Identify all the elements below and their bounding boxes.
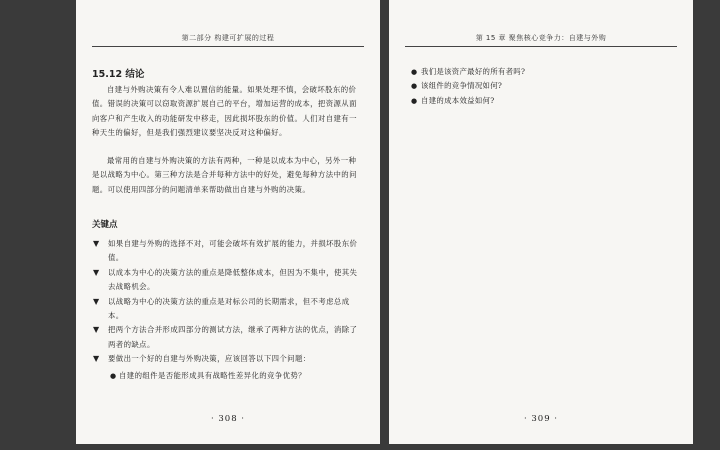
key-points-title: 关键点 [92,220,118,230]
triangle-down-icon: ▼ [93,267,100,277]
key-point-text: 以战略为中心的决策方法的重点是对标公司的长期需求，但不考虑总成本。 [108,296,350,321]
key-point-text: 把两个方法合并形成四部分的测试方法，继承了两种方法的优点，消除了两者的缺点。 [108,325,358,349]
key-point-text: 要做出一个好的自建与外购决策，应该回答以下四个问题： [108,354,311,364]
list-item [411,94,671,108]
list-item [411,65,671,79]
list-item [92,266,364,295]
running-header: 第 15 章 聚焦核心竞争力：自建与外购 [475,34,607,42]
sub-points-list [108,369,364,383]
bullet-icon: ● [411,96,418,105]
key-point-text: 如果自建与外购的选择不对，可能会破坏有效扩展的能力，并损坏股东价值。 [108,239,358,263]
bullet-text: 我们是该资产最好的所有者吗? [421,67,526,76]
left-page [76,0,380,444]
bullet-list [411,65,671,108]
list-item [92,295,364,324]
paragraph-1: 自建与外购决策有令人难以置信的能量。如果处理不慎，会破坏股东的价值。错误的决策可以窃取资源扩展自己的平台，增加运营的成本，把资源从面向客户和产生收入的功能研发中移走，因此损坏股东的价值。人们对自建有一种天生的偏好，但是我们强烈建议要坚决反对这种偏好。 [92,85,357,138]
list-item [92,352,364,383]
section-title: 15.12 结论 [92,69,145,80]
header-rule [92,46,364,47]
paragraph-2: 最常用的自建与外购决策的方法有两种，一种是以成本为中心，另外一种是以战略为中心。第三种方法是合并每种方法中的好处，避免每种方法中的问题。可以使用四部分的问题清单来帮助做出自建与外购的决策。 [92,156,357,194]
list-item [411,79,671,93]
triangle-down-icon: ▼ [93,296,100,306]
bullet-text: 自建的成本效益如何? [421,95,495,105]
key-point-text: 以成本为中心的决策方法的重点是降低整体成本，但因为不集中，使其失去战略机会。 [108,267,358,292]
right-page [389,0,693,444]
running-header: 第二部分 构建可扩展的过程 [181,34,275,42]
triangle-down-icon: ▼ [93,325,100,335]
bullet-icon: ● [110,371,117,380]
page-number: · 308 · [210,414,246,424]
triangle-down-icon: ▼ [93,354,100,364]
bullet-icon: ● [411,82,418,91]
key-points-list [92,237,364,383]
bullet-icon: ● [411,68,418,76]
bullet-text: 该组件的竞争情况如何? [421,81,503,91]
header-rule [405,46,677,47]
list-item [108,369,364,383]
sub-point-text: 自建的组件是否能形成具有战略性差异化的竞争优势？ [119,370,306,380]
triangle-down-icon: ▼ [93,239,100,248]
page-number: · 309 · [523,414,559,424]
list-item [92,323,364,352]
list-item [92,237,364,266]
